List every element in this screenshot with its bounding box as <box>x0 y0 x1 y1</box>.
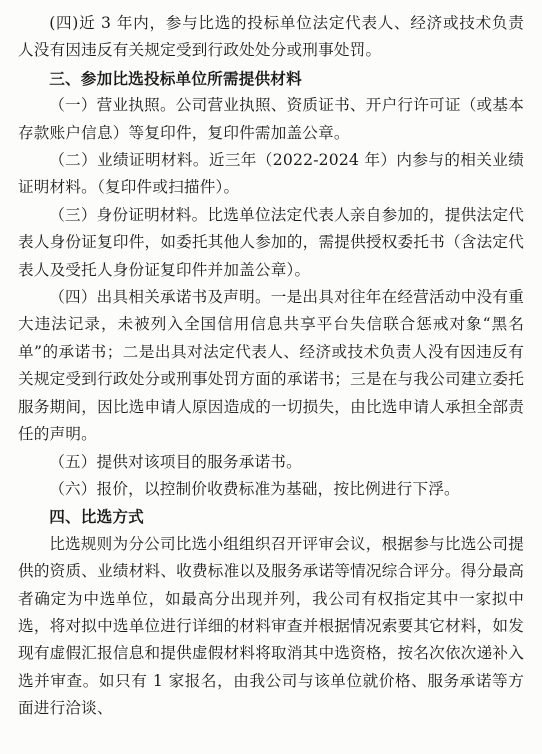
paragraph-performance-proof: （二）业绩证明材料。近三年（2022-2024 年）内参与的相关业绩证明材料。（复印件或扫描件）。 <box>18 151 524 197</box>
paragraph-identity-proof: （三）身份证明材料。比选单位法定代表人亲自参加的，提供法定代表人身份证复印件，如委托其他人参加的，需提供授权委托书（含法定代表人及受托人身份证复印件并加盖公章）。 <box>18 205 524 279</box>
paragraph-commitment-letters: （四）出具相关承诺书及声明。一是出具对往年在经营活动中没有重大违法记录，未被列入全国信用信息共享平台失信联合惩戒对象“黑名单”的承诺书；二是出具对法定代表人、经济或技术负责人没有因违反有关规定受到行政处分或刑事处罚方面的承诺书；三是在与我公司建立委托服务期间，因比选申请人原因造成的一切损失，由比选申请人承担全部责任的声明。 <box>18 288 524 444</box>
heading-required-materials: 三、参加比选投标单位所需提供材料 <box>49 68 302 88</box>
paragraph-quotation: （六）报价，以控制价收费标准为基础，按比例进行下浮。 <box>49 479 460 498</box>
paragraph-service-commitment: （五）提供对该项目的服务承诺书。 <box>49 452 302 471</box>
paragraph-disqualification: (四)近 3 年内，参与比选的投标单位法定代表人、经济或技术负责人没有因违反有关规定受到行政处处分或刑事处罚。 <box>18 14 524 60</box>
paragraph-selection-rules: 比选规则为分公司比选小组组织召开评审会议，根据参与比选公司提供的资质、业绩材料、收费标准以及服务承诺等情况综合评分。得分最高者确定为中选单位，如最高分出现并列，我公司有权指定其中一家拟中选，将对拟中选单位进行详细的材料审查并根据情况索要其它材料，如发现有虚假汇报信息和提供虚假材料将取消其中选资格，按名次依次递补入选并审查。如只有 1 家报名，由我公司与该单位就价格、服务承诺等方面进行洽谈、 <box>18 534 524 718</box>
heading-selection-method: 四、比选方式 <box>49 507 144 527</box>
paragraph-business-license: （一）营业执照。公司营业执照、资质证书、开户行许可证（或基本存款账户信息）等复印件，复印件需加盖公章。 <box>18 96 524 142</box>
